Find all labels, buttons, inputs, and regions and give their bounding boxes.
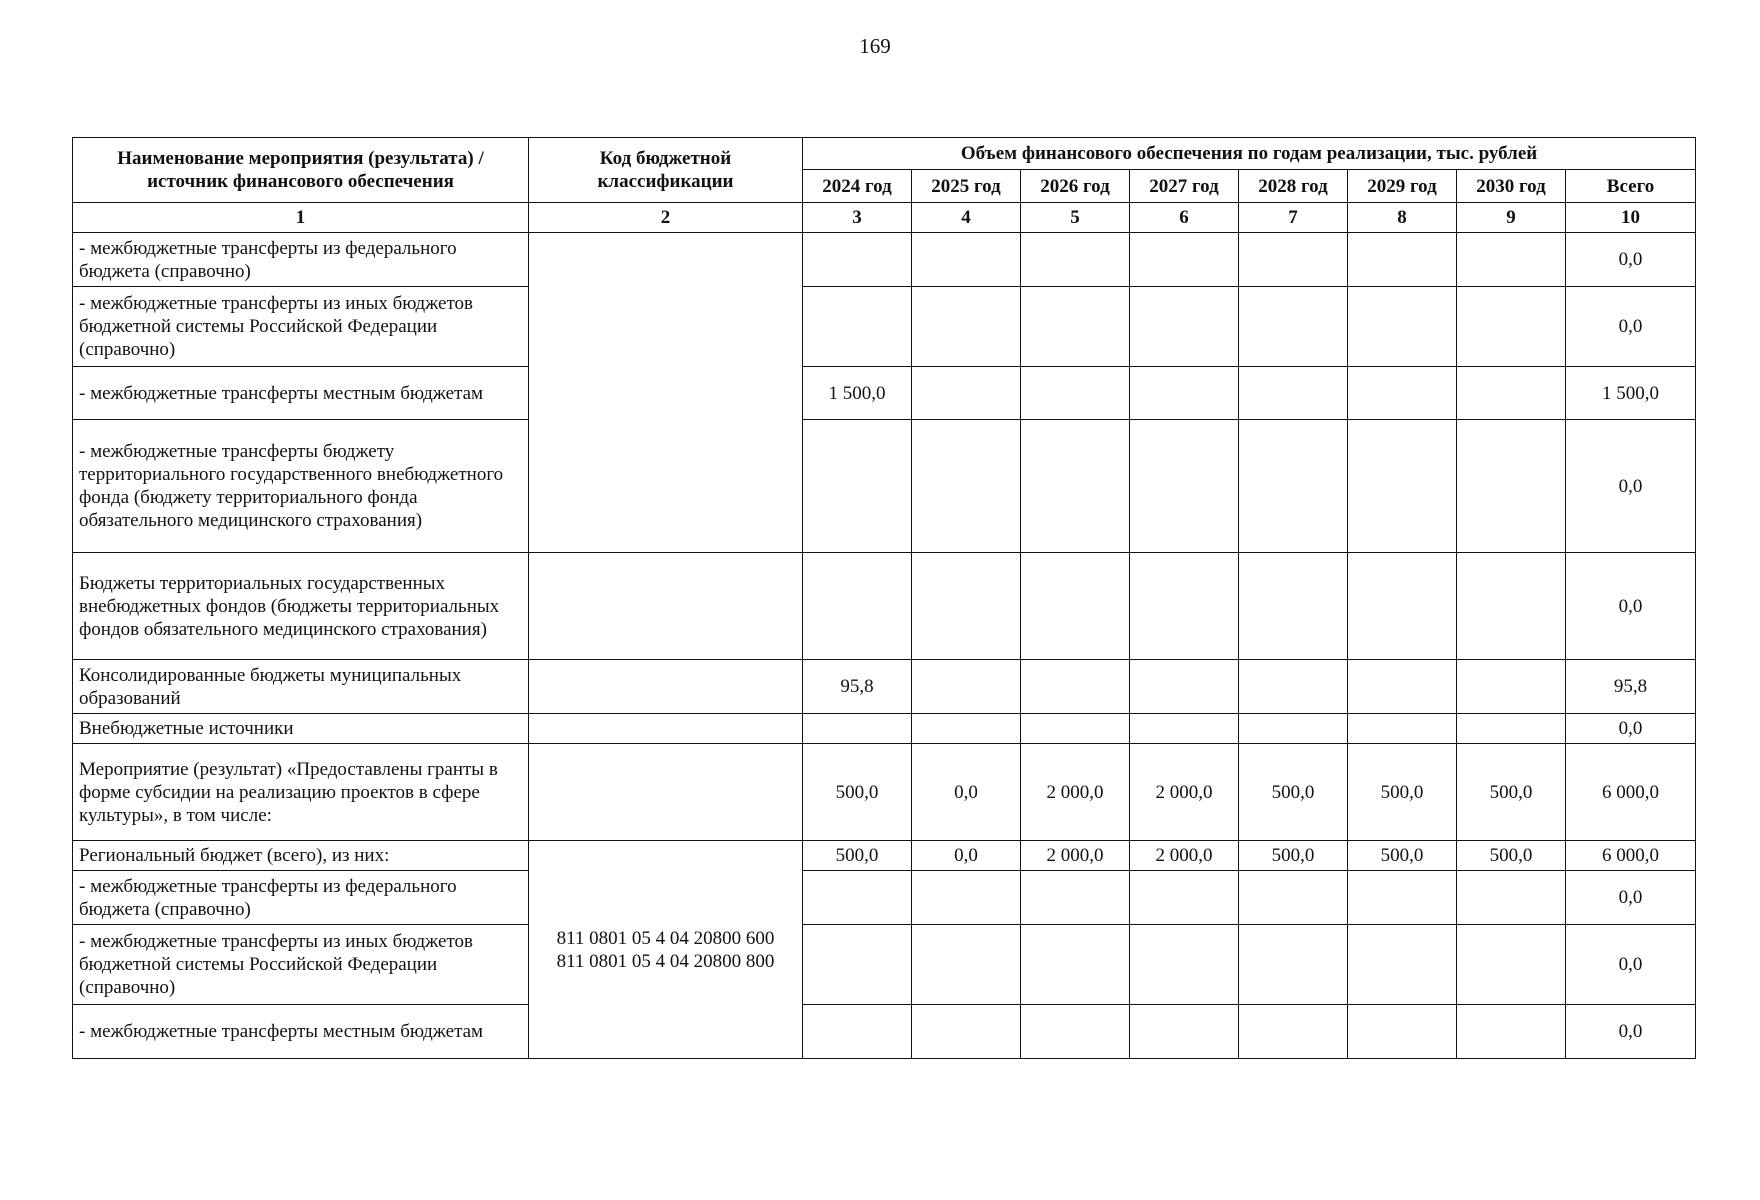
value-cell bbox=[1021, 714, 1130, 744]
value-cell bbox=[1457, 233, 1566, 287]
value-cell bbox=[1239, 367, 1348, 420]
value-cell bbox=[912, 925, 1021, 1005]
value-cell bbox=[1348, 660, 1457, 714]
row-name: - межбюджетные трансферты из федерального бюджета (справочно) bbox=[73, 871, 529, 925]
value-cell bbox=[803, 287, 912, 367]
table-row bbox=[73, 233, 1696, 287]
column-number: 6 bbox=[1130, 203, 1239, 233]
budget-code-cell bbox=[529, 744, 803, 841]
row-name: Внебюджетные источники bbox=[73, 714, 529, 744]
value-cell: 2 000,0 bbox=[1130, 841, 1239, 871]
value-cell bbox=[803, 925, 912, 1005]
value-cell bbox=[1457, 287, 1566, 367]
row-name: - межбюджетные трансферты местным бюджетам bbox=[73, 1005, 529, 1059]
total-cell: 0,0 bbox=[1566, 1005, 1696, 1059]
value-cell bbox=[1130, 1005, 1239, 1059]
column-numbers-row bbox=[73, 203, 1696, 233]
value-cell bbox=[1021, 287, 1130, 367]
budget-code-cell bbox=[529, 714, 803, 744]
value-cell bbox=[1348, 1005, 1457, 1059]
row-name: Бюджеты территориальных государственных внебюджетных фондов (бюджеты территориальных фондов обязательного медицинского страхования) bbox=[73, 553, 529, 660]
value-cell bbox=[1130, 871, 1239, 925]
value-cell bbox=[1348, 925, 1457, 1005]
value-cell bbox=[1457, 420, 1566, 553]
value-cell: 1 500,0 bbox=[803, 367, 912, 420]
table-row bbox=[73, 871, 1696, 925]
value-cell bbox=[1348, 420, 1457, 553]
total-cell: 1 500,0 bbox=[1566, 367, 1696, 420]
value-cell bbox=[1130, 714, 1239, 744]
budget-code-cell bbox=[529, 553, 803, 660]
value-cell: 0,0 bbox=[912, 744, 1021, 841]
table-row bbox=[73, 841, 1696, 871]
column-number: 1 bbox=[73, 203, 529, 233]
value-cell bbox=[1021, 233, 1130, 287]
value-cell bbox=[1239, 871, 1348, 925]
value-cell bbox=[1348, 714, 1457, 744]
table-row bbox=[73, 660, 1696, 714]
budget-code-cell bbox=[529, 841, 803, 1059]
total-cell: 6 000,0 bbox=[1566, 744, 1696, 841]
value-cell: 500,0 bbox=[1457, 841, 1566, 871]
value-cell bbox=[1130, 287, 1239, 367]
page-number: 169 bbox=[859, 34, 891, 58]
column-number: 5 bbox=[1021, 203, 1130, 233]
value-cell: 500,0 bbox=[803, 744, 912, 841]
column-number: 9 bbox=[1457, 203, 1566, 233]
budget-code: 811 0801 05 4 04 20800 600 bbox=[556, 927, 775, 949]
value-cell bbox=[912, 233, 1021, 287]
total-cell: 0,0 bbox=[1566, 420, 1696, 553]
value-cell bbox=[912, 420, 1021, 553]
value-cell: 500,0 bbox=[803, 841, 912, 871]
value-cell bbox=[1239, 553, 1348, 660]
value-cell bbox=[803, 871, 912, 925]
table-row bbox=[73, 420, 1696, 553]
column-number: 3 bbox=[803, 203, 912, 233]
header-year: 2029 год bbox=[1348, 170, 1457, 203]
budget-code-cell bbox=[529, 233, 803, 553]
total-cell: 6 000,0 bbox=[1566, 841, 1696, 871]
column-number: 8 bbox=[1348, 203, 1457, 233]
value-cell bbox=[1348, 287, 1457, 367]
value-cell bbox=[1021, 367, 1130, 420]
value-cell bbox=[1457, 553, 1566, 660]
value-cell bbox=[912, 367, 1021, 420]
row-name: Региональный бюджет (всего), из них: bbox=[73, 841, 529, 871]
value-cell bbox=[912, 553, 1021, 660]
value-cell bbox=[1130, 660, 1239, 714]
total-cell: 0,0 bbox=[1566, 714, 1696, 744]
value-cell: 0,0 bbox=[912, 841, 1021, 871]
value-cell bbox=[803, 553, 912, 660]
financing-table bbox=[72, 137, 1696, 1059]
header-code: Код бюджетной классификации bbox=[529, 138, 803, 203]
value-cell bbox=[1021, 925, 1130, 1005]
table-row bbox=[73, 287, 1696, 367]
value-cell bbox=[912, 660, 1021, 714]
table-row bbox=[73, 553, 1696, 660]
value-cell bbox=[1457, 871, 1566, 925]
value-cell bbox=[1130, 233, 1239, 287]
value-cell: 2 000,0 bbox=[1130, 744, 1239, 841]
value-cell: 500,0 bbox=[1239, 744, 1348, 841]
budget-code-cell bbox=[529, 660, 803, 714]
value-cell bbox=[1457, 1005, 1566, 1059]
value-cell bbox=[803, 233, 912, 287]
value-cell bbox=[1130, 367, 1239, 420]
header-year: 2025 год bbox=[912, 170, 1021, 203]
column-number: 2 bbox=[529, 203, 803, 233]
header-volume: Объем финансового обеспечения по годам реализации, тыс. рублей bbox=[803, 138, 1696, 170]
header-row bbox=[73, 138, 1696, 170]
row-name: - межбюджетные трансферты из иных бюджетов бюджетной системы Российской Федерации (справочно) bbox=[73, 287, 529, 367]
header-name: Наименование мероприятия (результата) / источник финансового обеспечения bbox=[73, 138, 529, 203]
header-year: 2028 год bbox=[1239, 170, 1348, 203]
value-cell bbox=[1021, 553, 1130, 660]
row-name: - межбюджетные трансферты из иных бюджетов бюджетной системы Российской Федерации (справочно) bbox=[73, 925, 529, 1005]
value-cell bbox=[1348, 233, 1457, 287]
value-cell bbox=[1239, 1005, 1348, 1059]
table-row bbox=[73, 367, 1696, 420]
total-cell: 0,0 bbox=[1566, 287, 1696, 367]
value-cell bbox=[803, 420, 912, 553]
row-name: Мероприятие (результат) «Предоставлены гранты в форме субсидии на реализацию проектов в сфере культуры», в том числе: bbox=[73, 744, 529, 841]
value-cell bbox=[1348, 871, 1457, 925]
value-cell bbox=[912, 1005, 1021, 1059]
table-row bbox=[73, 925, 1696, 1005]
total-cell: 0,0 bbox=[1566, 925, 1696, 1005]
value-cell: 500,0 bbox=[1239, 841, 1348, 871]
total-cell: 0,0 bbox=[1566, 233, 1696, 287]
total-cell: 0,0 bbox=[1566, 553, 1696, 660]
value-cell bbox=[1457, 714, 1566, 744]
column-number: 4 bbox=[912, 203, 1021, 233]
value-cell: 2 000,0 bbox=[1021, 841, 1130, 871]
budget-code: 811 0801 05 4 04 20800 800 bbox=[556, 950, 775, 972]
value-cell bbox=[1021, 420, 1130, 553]
value-cell bbox=[803, 1005, 912, 1059]
value-cell bbox=[1457, 925, 1566, 1005]
value-cell bbox=[1348, 367, 1457, 420]
value-cell bbox=[1239, 287, 1348, 367]
value-cell bbox=[1021, 660, 1130, 714]
value-cell bbox=[1239, 233, 1348, 287]
value-cell bbox=[1239, 420, 1348, 553]
row-name: - межбюджетные трансферты бюджету территориального государственного внебюджетного фонда (бюджету территориального фонда обязательного медицинского страхования) bbox=[73, 420, 529, 553]
value-cell: 95,8 bbox=[803, 660, 912, 714]
row-name: - межбюджетные трансферты из федерального бюджета (справочно) bbox=[73, 233, 529, 287]
table-row bbox=[73, 714, 1696, 744]
header-year: 2027 год bbox=[1130, 170, 1239, 203]
value-cell: 2 000,0 bbox=[1021, 744, 1130, 841]
header-total: Всего bbox=[1566, 170, 1696, 203]
value-cell bbox=[1457, 660, 1566, 714]
value-cell bbox=[1457, 367, 1566, 420]
value-cell bbox=[912, 871, 1021, 925]
column-number: 7 bbox=[1239, 203, 1348, 233]
value-cell bbox=[912, 287, 1021, 367]
row-name: Консолидированные бюджеты муниципальных образований bbox=[73, 660, 529, 714]
total-cell: 95,8 bbox=[1566, 660, 1696, 714]
total-cell: 0,0 bbox=[1566, 871, 1696, 925]
value-cell bbox=[1130, 420, 1239, 553]
header-year: 2024 год bbox=[803, 170, 912, 203]
value-cell bbox=[1348, 553, 1457, 660]
value-cell: 500,0 bbox=[1348, 744, 1457, 841]
value-cell bbox=[1239, 660, 1348, 714]
value-cell bbox=[912, 714, 1021, 744]
table-row bbox=[73, 744, 1696, 841]
value-cell bbox=[1130, 553, 1239, 660]
header-year: 2026 год bbox=[1021, 170, 1130, 203]
value-cell bbox=[1021, 871, 1130, 925]
row-name: - межбюджетные трансферты местным бюджетам bbox=[73, 367, 529, 420]
column-number: 10 bbox=[1566, 203, 1696, 233]
value-cell bbox=[1239, 714, 1348, 744]
value-cell: 500,0 bbox=[1348, 841, 1457, 871]
table-row bbox=[73, 1005, 1696, 1059]
value-cell bbox=[1130, 925, 1239, 1005]
value-cell bbox=[803, 714, 912, 744]
value-cell: 500,0 bbox=[1457, 744, 1566, 841]
header-year: 2030 год bbox=[1457, 170, 1566, 203]
value-cell bbox=[1021, 1005, 1130, 1059]
value-cell bbox=[1239, 925, 1348, 1005]
